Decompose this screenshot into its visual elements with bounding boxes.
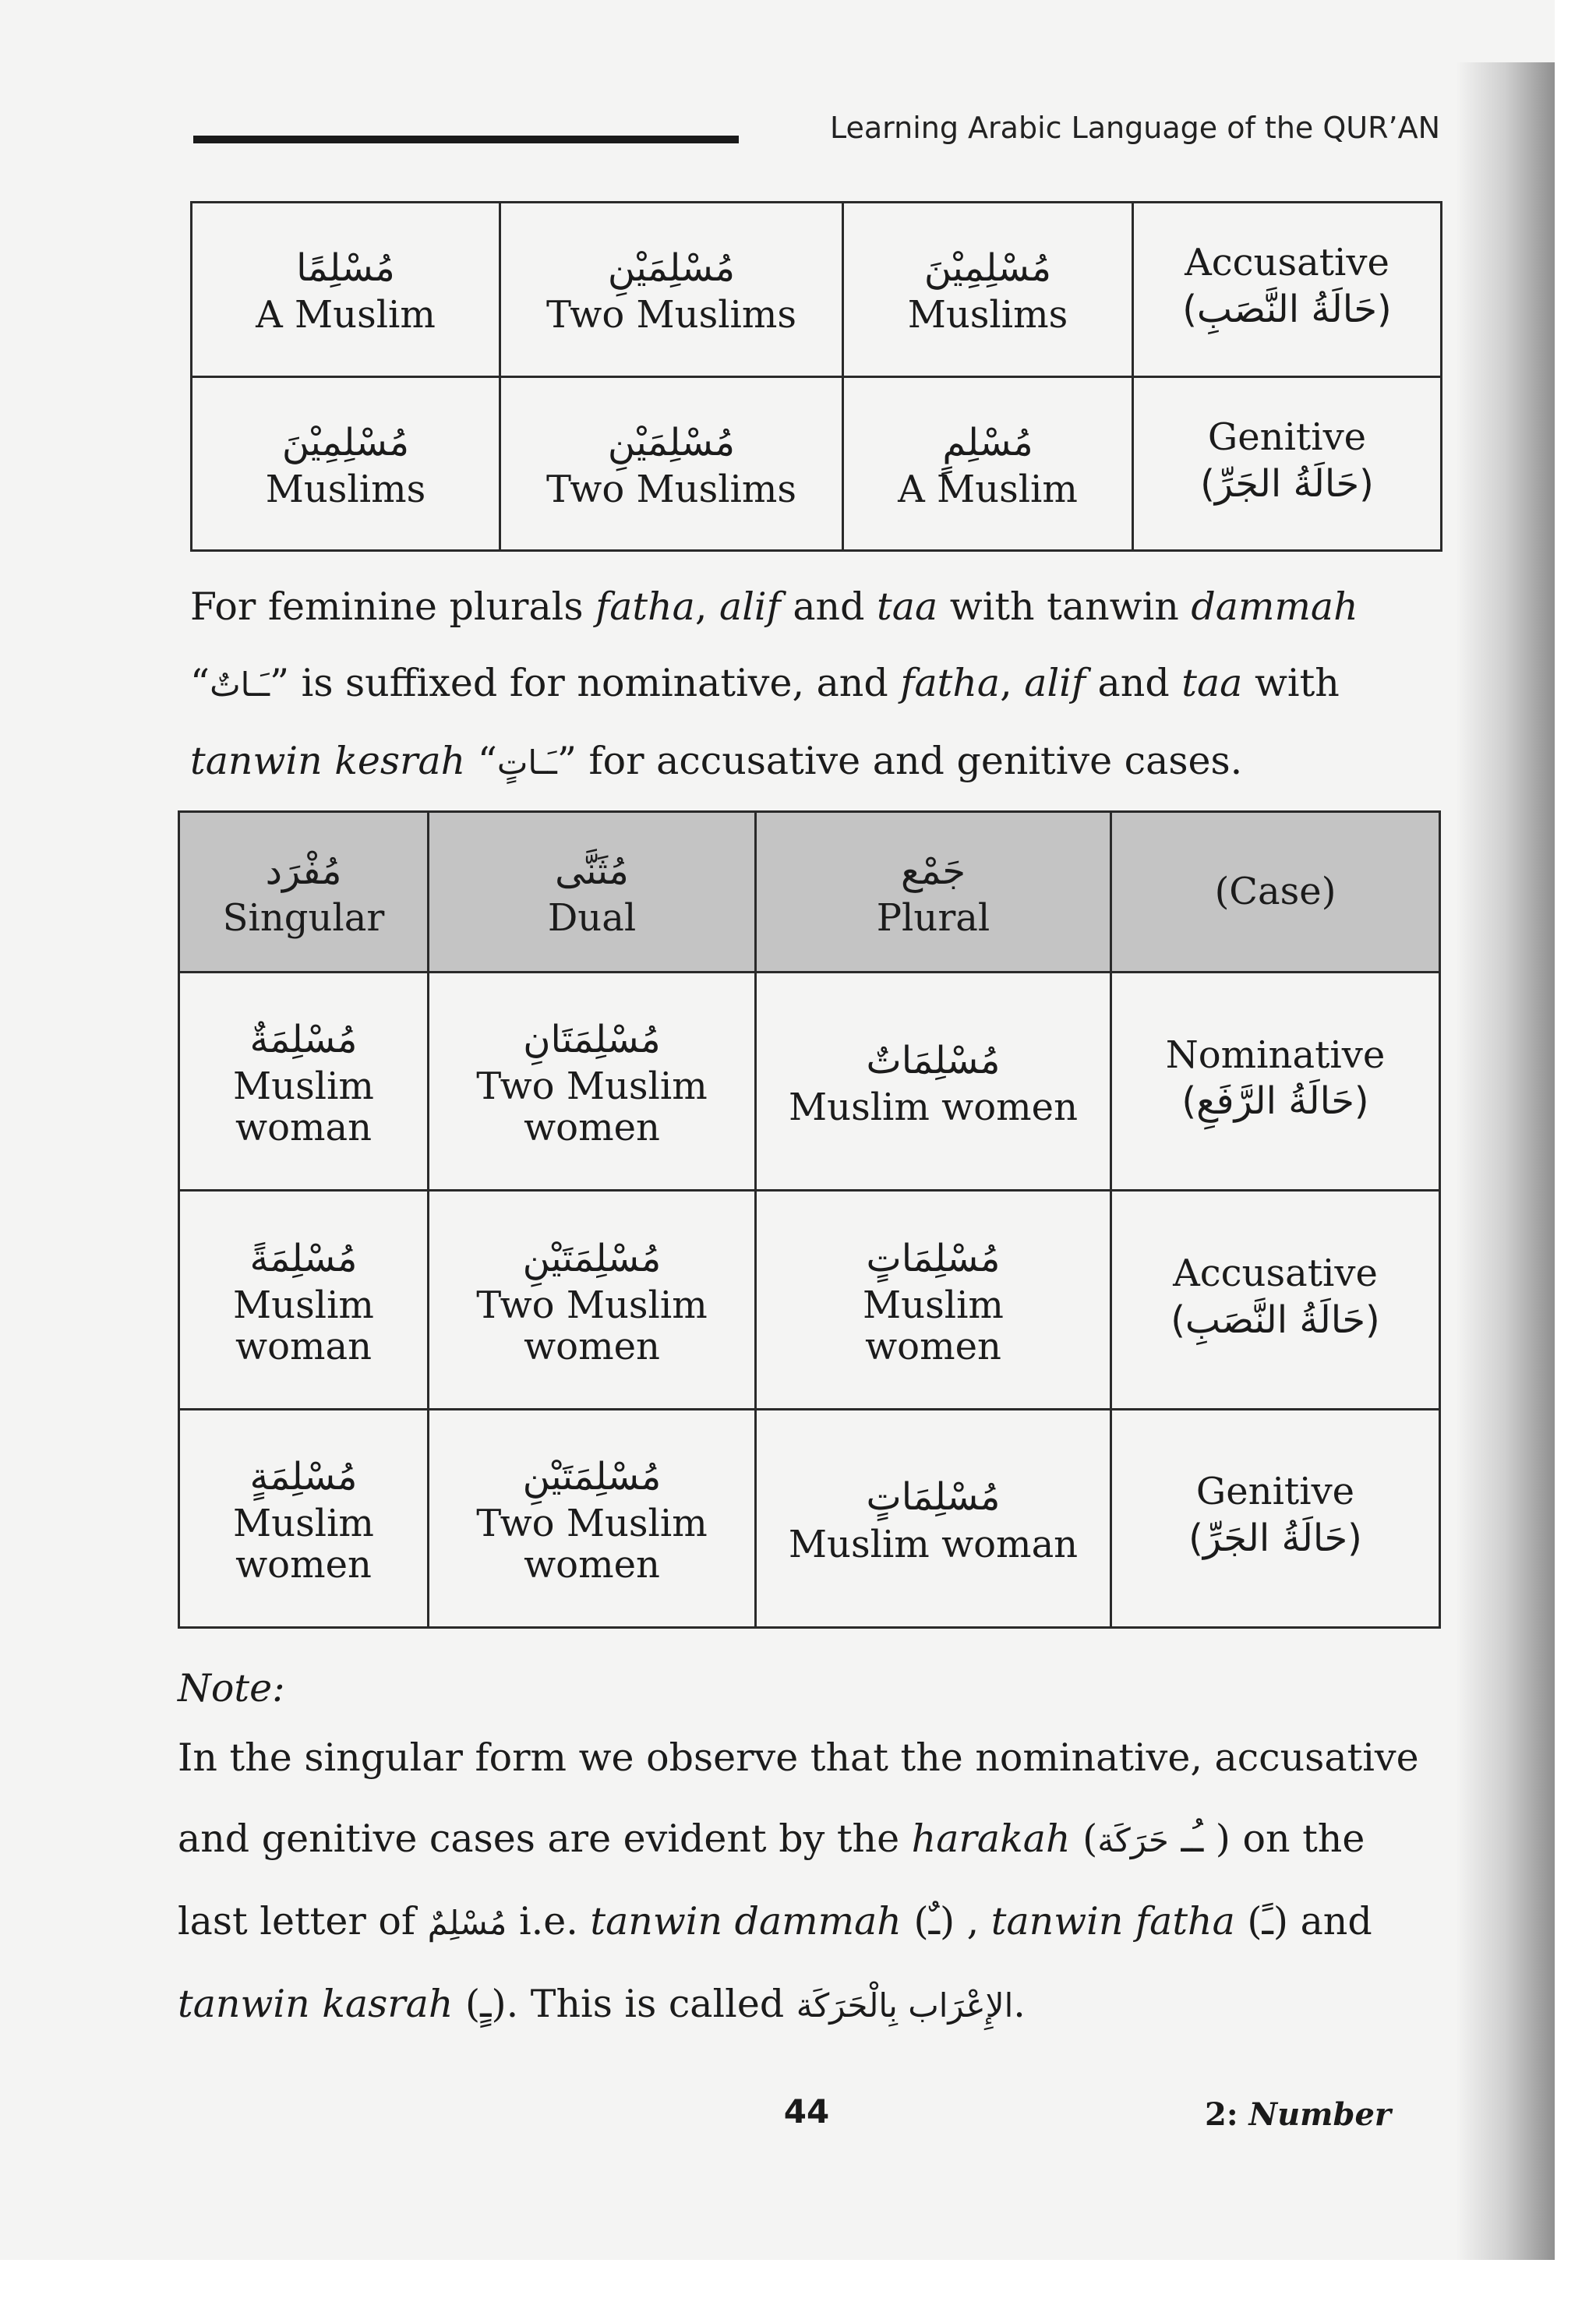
arabic-word: مُسْلِمَاتٌ — [866, 1038, 1001, 1082]
case-name: Accusative — [1185, 241, 1389, 285]
table-cell: مُسْلِمَاتٍ Muslim woman — [756, 1409, 1111, 1627]
table-row — [179, 973, 1440, 1191]
arabic-word: مُثَنَّى — [555, 849, 629, 893]
arabic-word: مُسْلِمَةٍ — [249, 1454, 358, 1499]
arabic-word: مُسْلِمَةٌ — [249, 1018, 358, 1062]
chapter-label: 2: Number — [1204, 2096, 1391, 2133]
table-cell: مُسْلِمَتَيْنِ Two Muslim women — [429, 1409, 756, 1627]
table-cell: مُسْلِمَةٌ Muslim woman — [179, 973, 429, 1191]
table-row — [179, 1191, 1440, 1409]
case-cell — [1133, 376, 1442, 551]
table-row — [192, 376, 1442, 551]
case-name-arabic: (حَالَةُ النَّصَبِ) — [1182, 288, 1392, 332]
arabic-word: مُسْلِمَتَانِ — [523, 1018, 661, 1062]
case-name-arabic: (حَالَةُ الجَرِّ) — [1200, 461, 1374, 506]
table-cell: مُسْلِمَاتٍ Muslim women — [756, 1191, 1111, 1409]
arabic-word: جَمْع — [901, 849, 966, 893]
case-name-arabic: (حَالَةُ الرَّفَعِ) — [1181, 1079, 1369, 1124]
english-gloss: Muslims — [265, 467, 426, 511]
arabic-word: مُسْلِمَةً — [249, 1236, 358, 1280]
table-row — [179, 1409, 1440, 1627]
case-cell — [1111, 973, 1440, 1191]
running-head — [193, 111, 1440, 157]
case-cell — [1111, 1191, 1440, 1409]
column-header: (Case) — [1214, 870, 1336, 914]
note-heading: Note: — [178, 1666, 285, 1711]
case-name: Genitive — [1207, 415, 1367, 459]
arabic-word: مُسْلِمِيْنَ — [281, 420, 410, 464]
arabic-word: مُسْلِمِيْنَ — [923, 246, 1052, 291]
table-cell — [843, 376, 1133, 551]
table-row — [192, 203, 1442, 377]
nominative-suffix: ـَـاتٌ — [210, 665, 270, 704]
case-name-arabic: (حَالَةُ النَّصَبِ) — [1171, 1297, 1380, 1342]
english-gloss: A Muslim — [898, 467, 1078, 511]
case-cell — [1111, 1409, 1440, 1627]
header-cell — [1111, 812, 1440, 973]
feminine-plural-paragraph: For feminine plurals fatha, alif and taa with tanwin dammah “ـَـاتٌ” is suffixed for nominative, and fatha, alif and taa with tanwin kesrah “ـَـاتٍ” for accusative and genitive cases. — [190, 584, 1358, 783]
table-cell — [843, 203, 1133, 377]
table-cell — [500, 376, 843, 551]
arabic-word: مُسْلِمَتَيْنِ — [522, 1454, 662, 1499]
book-title: Learning Arabic Language of the QUR’AN — [830, 111, 1440, 145]
table-cell: مُسْلِمَتَانِ Two Muslim women — [429, 973, 756, 1191]
header-cell — [756, 812, 1111, 973]
table-cell — [192, 203, 500, 377]
case-name: Accusative — [1173, 1252, 1378, 1295]
english-gloss: Muslims — [907, 293, 1068, 337]
arabic-word: مُسْلِمَاتٍ — [866, 1236, 1001, 1280]
case-name-arabic: (حَالَةُ الجَرِّ) — [1188, 1516, 1362, 1561]
case-name: Genitive — [1195, 1470, 1355, 1514]
irab-arabic: الإِعْرَاب بِالْحَرَكَة — [796, 1986, 1014, 2025]
column-header: Dual — [547, 895, 637, 940]
header-cell — [179, 812, 429, 973]
english-gloss: Two Muslims — [546, 293, 797, 337]
table-header-row — [179, 812, 1440, 973]
table-cell — [192, 376, 500, 551]
feminine-case-table — [178, 810, 1441, 1629]
table-cell: مُسْلِمَاتٌ Muslim women — [756, 973, 1111, 1191]
arabic-word: مُسْلِمَاتٍ — [866, 1475, 1001, 1520]
masculine-case-table — [190, 201, 1442, 552]
muslim-arabic: مُسْلِمٌ — [427, 1904, 507, 1942]
arabic-word: مُسْلِمَيْنِ — [607, 246, 736, 291]
case-cell — [1133, 203, 1442, 377]
table-cell — [500, 203, 843, 377]
arabic-word: مُفْرَد — [265, 849, 342, 893]
arabic-word: مُسْلِمَتَيْنِ — [522, 1236, 662, 1280]
column-header: Singular — [222, 895, 385, 940]
english-gloss: Two Muslims — [546, 467, 797, 511]
table-cell: مُسْلِمَةٍ Muslim women — [179, 1409, 429, 1627]
binding-shadow — [1456, 62, 1555, 2260]
english-gloss: A Muslim — [256, 293, 436, 337]
case-name: Nominative — [1165, 1033, 1386, 1077]
arabic-word: مُسْلِمَيْنِ — [607, 420, 736, 464]
harakah-arabic: حَرَكَة — [1097, 1821, 1169, 1859]
accusative-suffix: ـَـاتٍ — [496, 743, 557, 782]
header-rule — [193, 136, 739, 143]
arabic-word: مُسْلِمٍ — [942, 420, 1033, 464]
table-cell: مُسْلِمَتَيْنِ Two Muslim women — [429, 1191, 756, 1409]
note-paragraph: In the singular form we observe that the nominative, accusative and genitive cases are evident by the harakah (حَرَكَة ـُـ ) on the last letter of مُسْلِمٌ i.e. tanwin dammah (ـٌ) , tanwin fatha (ـً) and tanwin kasrah (ـٍ). This is called الإِعْرَاب بِالْحَرَكَة. — [178, 1735, 1419, 2026]
table-cell: مُسْلِمَةً Muslim woman — [179, 1191, 429, 1409]
arabic-word: مُسْلِمًا — [296, 246, 395, 291]
page-number: 44 — [783, 2092, 830, 2131]
header-cell — [429, 812, 756, 973]
column-header: Plural — [876, 895, 990, 940]
